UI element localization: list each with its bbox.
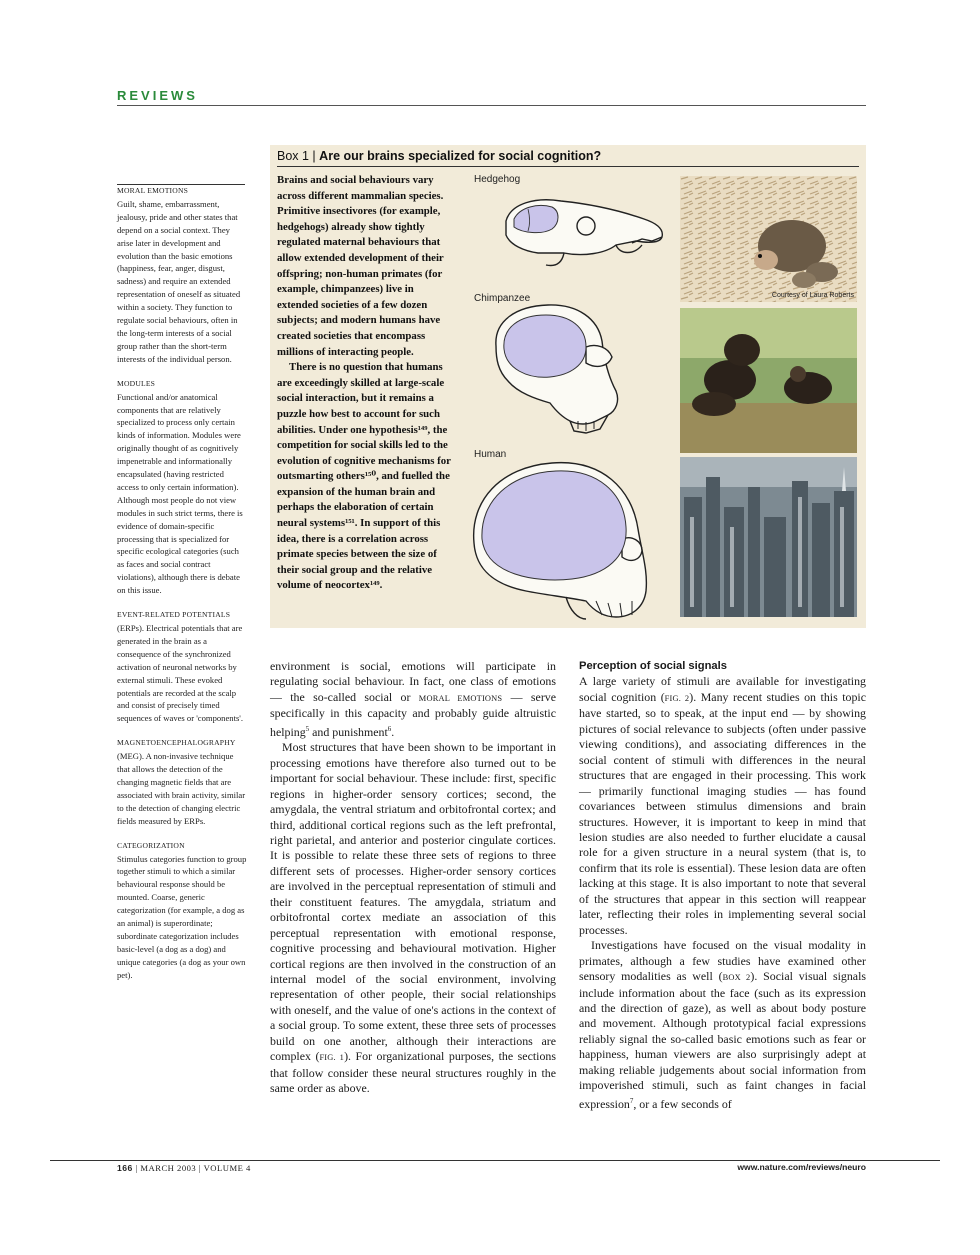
glossary-term: CATEGORIZATION	[117, 840, 185, 850]
glossary-term: EVENT-RELATED POTENTIALS	[117, 610, 231, 620]
glossary-entry	[117, 378, 247, 597]
chimpanzee-brain	[504, 315, 586, 377]
hedgehog-photo	[680, 176, 857, 302]
journal-url: www.nature.com/reviews/neuro	[737, 1162, 866, 1172]
section-heading: Perception of social signals	[579, 660, 727, 672]
body-paragraph: Investigations have focused on the visual modality in primates, although a few studies have examined other sensory modalities as well (BOX 2). Social visual signals include information about the face (such as its expression and the direction of gaze), as well as about body posture and movement. Although prototypical facial expressions reliably signal the so-called basic emotions such as fear or happiness, human viewers are also surprisingly adept at making reliable judgements about social information from impoverished stimuli, such as faint changes in facial expression$^7$, or a few seconds of	[579, 938, 867, 1111]
glossary-definition: Guilt, shame, embarrassment, jealousy, pride and other states that depend on a social context. They arise later in development and evolution than the basic emotions (happiness, fear, anger, disgust, sadness) and require an extended representation of oneself as situated within a society. They function to regulate social behaviours, often in the long-term interests of a social group rather than the short-term interests of the individual person.	[117, 198, 241, 364]
glossary-definition: Functional and/or anatomical components that are relatively specialized to process only certain kinds of information. Modules were originally thought of as cognitively impenetrable and informationally encapsulated (having restricted access to only certain information). Although most people do not view modules in such strict terms, there is evidence of domain-specific processing that is specialized for specific ecological categories (such as faces and social contract violations), although there is debate on this issue.	[117, 391, 243, 596]
glossary-definition: Stimulus categories function to group together stimuli to which a similar behavioural response should be mounted. Coarse, generic categorization (for example, a dog as an animal) is superordinate; subordinate categorization includes basic-level (a dog as a dog) and unique categories (a dog as your own pet).	[117, 853, 247, 980]
box-paragraph: Brains and social behaviours vary across different mammalian species. Primitive insectivores (for example, hedgehogs) already show tightly regulated maternal behaviours that allow extended development of their offspring; non-human primates (for example, chimpanzees) live in extended societies of a few dozen subjects; and modern humans have created societies that encompass millions of interacting people.	[277, 174, 444, 358]
glossary-term: MAGNETOENCEPHALOGRAPHY	[117, 738, 236, 748]
header-rule	[117, 105, 866, 106]
skull-diagrams	[466, 171, 678, 621]
chimpanzee-photo	[680, 308, 857, 453]
box-number: Box 1 |	[277, 149, 316, 163]
hedgehog-label: Hedgehog	[474, 174, 521, 185]
body-paragraph: Most structures that have been shown to be important in processing emotions have therefore also turned out to be important for social behaviour. These include: first, specific regions in higher-order sensory cortices; second, the amygdala, the ventral striatum and orbitofrontal cortex; and third, additional cortical regions such as the left prefrontal, right parietal, and anterior and posterior cingulate cortices. It is possible to relate these three sets of regions to three different sets of processes. Higher-order sensory cortices are involved in the perceptual representation of stimuli and their constituent features. The amygdala, striatum and orbitofrontal cortex mediate an association of this perceptual representation with emotional response, cognitive processing and behavioural motivation. Higher cortical regions are then involved in the construction of an internal model of the social environment, involving representation of other people, their social relationships with oneself, and the value of one's actions in the context of a social group. To some extent, these three sets of processes build on one another, although their interactions are complex (FIG. 1). For organizational purposes, the sections that follow consider these neural structures roughly in the same order as above.	[270, 740, 556, 1096]
glossary-sidebar	[117, 185, 247, 994]
glossary-entry	[117, 840, 247, 982]
glossary-entry	[117, 737, 247, 827]
glossary-definition: (ERPs). Electrical potentials that are generated in the brain as a consequence of the synchronized activation of neuronal networks by external stimuli. These evoked potentials are recorded at the scalp and consist of precisely timed sequences of waves or 'components'.	[117, 623, 243, 724]
human-label: Human	[474, 449, 507, 460]
body-column-left	[270, 659, 556, 1097]
footer-left: 166 | MARCH 2003 | VOLUME 4	[117, 1163, 251, 1173]
box-title	[277, 149, 601, 163]
page-number: 166	[117, 1163, 133, 1173]
glossary-term: MODULES	[117, 378, 156, 388]
box-1	[270, 145, 866, 628]
box-text	[277, 173, 457, 594]
glossary-entry	[117, 609, 247, 725]
body-paragraph: A large variety of stimuli are available for investigating social cognition (FIG. 2). Many recent studies on this topic have started, so to speak, at the input end — by showing pictures of social relevance to subjects (often under passive viewing conditions), and associating differences in the social content of stimuli with differences in the neural structures that are engaged in their processing. This work — primarily functional imaging studies — has found covariances between stimulus dimensions and brain structures. However, it is important to keep in mind that lesion studies are also needed to further elucidate a causal role for a given structure in a neural system (that is, to confirm that its role is essential). These lesion data are often lacking at this stage. It is also important to note that several of the structures that appear in this section will reappear later, reflecting their roles in implementing several social processes.	[579, 674, 866, 937]
footer-rule	[50, 1160, 940, 1161]
glossary-entry	[117, 185, 247, 366]
box-title-rule	[277, 166, 859, 167]
glossary-term: MORAL EMOTIONS	[117, 186, 189, 195]
box-paragraph: There is no question that humans are exceedingly skilled at large-scale social interaction, but it remains a puzzle how best to account for such abilities. Under one hypothesis¹⁴⁹, the competition for social skills led to the evolution of cognitive mechanisms for outsmarting others¹⁵⁰, and fuelled the expansion of the human brain and perhaps the elaboration of certain neural systems¹⁵¹. In support of this idea, there is a correlation across primate species between the size of their social group and the relative volume of neocortex¹⁴⁹.	[277, 361, 451, 592]
section-label: REVIEWS	[117, 88, 198, 103]
photo-credit: Courtesy of Laura Roberts	[771, 292, 854, 299]
body-paragraph: environment is social, emotions will participate in regulating social behaviour. In fact, one class of emotions — the so-called social or MORAL EMOTIONS — serve specifically in this capacity and probably guide altruistic helping$^5$ and punishment$^6$.	[270, 659, 556, 739]
box-heading: Are our brains specialized for social cognition?	[319, 149, 602, 163]
glossary-definition: (MEG). A non-invasive technique that allows the detection of the changing magnetic fields that are associated with brain activity, similar to the detection of changing electric fields measured by ERPs.	[117, 751, 246, 826]
chimpanzee-label: Chimpanzee	[474, 293, 531, 304]
issue-info: MARCH 2003 | VOLUME 4	[140, 1163, 251, 1173]
city-photo	[680, 457, 857, 617]
body-column-right	[579, 659, 866, 1112]
